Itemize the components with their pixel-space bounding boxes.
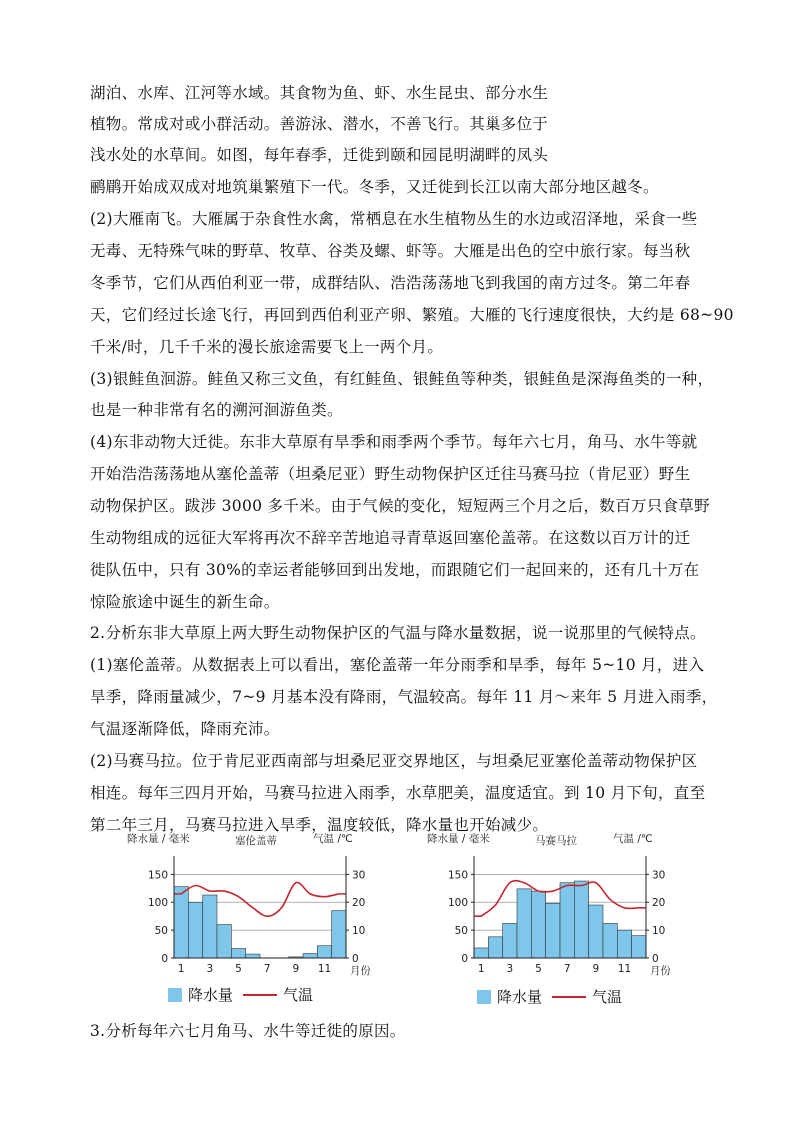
y2-tick-label: 20 bbox=[352, 897, 366, 910]
precip-bar-3 bbox=[203, 895, 217, 958]
x-tick-label: 3 bbox=[206, 963, 214, 975]
text-line: (1)塞伦盖蒂。从数据表上可以看出，塞伦盖蒂一年分雨季和旱季，每年 5~10 月，进入 bbox=[90, 656, 705, 674]
legend-line-temp bbox=[243, 994, 277, 996]
y2-tick-label: 30 bbox=[652, 869, 666, 882]
y2-axis-label: 气温 /℃ bbox=[613, 833, 653, 845]
text-line: (3)银鲑鱼洄游。鲑鱼又称三文鱼，有红鲑鱼、银鲑鱼等种类，银鲑鱼是深海鱼类的一种， bbox=[90, 370, 714, 388]
legend-serengeti bbox=[168, 984, 313, 1005]
y2-tick-label: 0 bbox=[652, 953, 659, 965]
text-line: 冬季节，它们从西伯利亚一带，成群结队、浩浩荡荡地飞到我国的南方过冬。第二年春 bbox=[90, 274, 691, 292]
text-line: (2)马赛马拉。位于肯尼亚西南部与坦桑尼亚交界地区，与坦桑尼亚塞伦盖蒂动物保护区 bbox=[90, 752, 698, 770]
chart-masai-mara bbox=[425, 828, 670, 978]
precip-bar-7 bbox=[560, 883, 574, 958]
y-tick-label: 100 bbox=[147, 897, 168, 910]
text-line: 也是一种非常有名的溯河洄游鱼类。 bbox=[90, 401, 343, 419]
text-line: 惊险旅途中诞生的新生命。 bbox=[90, 593, 280, 611]
x-tick-label: 7 bbox=[563, 963, 571, 975]
precip-bar-1 bbox=[474, 948, 488, 958]
text-line: 湖泊、水库、江河等水域。其食物为鱼、虾、水生昆虫、部分水生 bbox=[90, 84, 549, 102]
precip-bar-9 bbox=[589, 905, 603, 958]
y-axis-label: 降水量 / 毫米 bbox=[127, 833, 190, 845]
y-tick-label: 150 bbox=[447, 869, 468, 882]
text-line: 天，它们经过长途飞行，再回到西伯利亚产卵、繁殖。大雁的飞行速度很快，大约是 68~90 bbox=[90, 306, 734, 324]
precip-bar-2 bbox=[188, 902, 202, 958]
x-tick-label: 9 bbox=[292, 963, 300, 975]
x-tick-label: 5 bbox=[535, 963, 542, 975]
y2-tick-label: 0 bbox=[352, 953, 359, 965]
question-3: 3.分析每年六七月角马、水牛等迁徙的原因。 bbox=[90, 1022, 406, 1040]
text-line: (2)大雁南飞。大雁属于杂食性水禽，常栖息在水生植物丛生的水边或沼泽地，采食一些 bbox=[90, 210, 698, 228]
x-tick-label: 1 bbox=[177, 963, 185, 975]
precip-bar-10 bbox=[603, 923, 617, 958]
text-line: 相连。每年三四月开始，马赛马拉进入雨季，水草肥美，温度适宜。到 10 月下旬，直至 bbox=[90, 784, 706, 802]
precip-bar-11 bbox=[617, 930, 631, 958]
legend-swatch-precip bbox=[477, 990, 491, 1004]
y-tick-label: 0 bbox=[461, 953, 468, 965]
y2-tick-label: 10 bbox=[652, 925, 666, 938]
text-line: 无毒、无特殊气味的野草、牧草、谷类及螺、虾等。大雁是出色的空中旅行家。每当秋 bbox=[90, 242, 691, 260]
y2-axis-label: 气温 /℃ bbox=[313, 833, 353, 845]
chart-title: 塞伦盖蒂 bbox=[235, 835, 277, 847]
precip-bar-12 bbox=[332, 911, 346, 958]
text-line: 开始浩浩荡荡地从塞伦盖蒂（坦桑尼亚）野生动物保护区迁往马赛马拉（肯尼亚）野生 bbox=[90, 465, 691, 483]
precip-bar-4 bbox=[517, 889, 531, 958]
x-axis-label: 月份 bbox=[350, 965, 370, 977]
legend-label-temp: 气温 bbox=[592, 988, 623, 1006]
y2-tick-label: 10 bbox=[352, 925, 366, 938]
chart-serengeti bbox=[125, 828, 370, 978]
text-line: 第二年三月，马赛马拉进入旱季，温度较低，降水量也开始减少。 bbox=[90, 816, 549, 834]
x-tick-label: 3 bbox=[506, 963, 514, 975]
precip-bar-6 bbox=[546, 903, 560, 958]
precip-bar-2 bbox=[488, 937, 502, 958]
x-tick-label: 11 bbox=[617, 963, 632, 975]
precip-bar-5 bbox=[531, 891, 545, 958]
precip-bar-10 bbox=[303, 954, 317, 958]
precip-bar-4 bbox=[217, 925, 231, 958]
text-line: 旱季，降雨量减少，7~9 月基本没有降雨，气温较高。每年 11 月～来年 5 月进入雨季， bbox=[90, 688, 718, 706]
y2-tick-label: 20 bbox=[652, 897, 666, 910]
x-axis-label: 月份 bbox=[650, 965, 670, 977]
text-line: 动物保护区。跋涉 3000 多千米。由于气候的变化，短短两三个月之后，数百万只食草野 bbox=[90, 497, 710, 515]
legend-label-precip: 降水量 bbox=[497, 988, 543, 1006]
precip-bar-3 bbox=[503, 923, 517, 958]
y-tick-label: 50 bbox=[154, 925, 168, 938]
precip-bar-6 bbox=[246, 954, 260, 958]
x-tick-label: 11 bbox=[317, 963, 332, 975]
legend-swatch-precip bbox=[168, 988, 182, 1002]
text-line: 千米/时，几千千米的漫长旅途需要飞上一两个月。 bbox=[90, 338, 444, 356]
text-line: 植物。常成对或小群活动。善游泳、潜水，不善飞行。其巢多位于 bbox=[90, 115, 549, 133]
legend-label-temp: 气温 bbox=[283, 986, 314, 1004]
x-tick-label: 1 bbox=[477, 963, 485, 975]
y-axis-label: 降水量 / 毫米 bbox=[427, 833, 490, 845]
precip-bar-1 bbox=[174, 887, 188, 958]
text-line: 气温逐渐降低，降雨充沛。 bbox=[90, 720, 280, 738]
precip-bar-5 bbox=[231, 949, 245, 958]
text-line: 鹂鹛开始成双成对地筑巢繁殖下一代。冬季，又迁徙到长江以南大部分地区越冬。 bbox=[90, 178, 659, 196]
x-tick-label: 7 bbox=[263, 963, 271, 975]
text-line: 徙队伍中，只有 30%的幸运者能够回到出发地，而跟随它们一起回来的，还有几十万在 bbox=[90, 561, 700, 579]
chart-masai-mara-svg bbox=[425, 828, 670, 978]
y-tick-label: 50 bbox=[454, 925, 468, 938]
legend-label-precip: 降水量 bbox=[188, 986, 234, 1004]
text-line: (4)东非动物大迁徙。东非大草原有旱季和雨季两个季节。每年六七月，角马、水牛等就 bbox=[90, 433, 698, 451]
x-tick-label: 9 bbox=[592, 963, 600, 975]
y-tick-label: 0 bbox=[161, 953, 168, 965]
text-line: 2.分析东非大草原上两大野生动物保护区的气温与降水量数据，说一说那里的气候特点。 bbox=[90, 624, 706, 642]
text-line: 浅水处的水草间。如图，每年春季，迁徙到颐和园昆明湖畔的凤头 bbox=[90, 146, 549, 164]
chart-serengeti-svg bbox=[125, 828, 370, 978]
precip-bar-11 bbox=[317, 946, 331, 958]
legend-line-temp bbox=[552, 996, 586, 998]
precip-bar-8 bbox=[574, 881, 588, 958]
x-tick-label: 5 bbox=[235, 963, 242, 975]
y-tick-label: 150 bbox=[147, 869, 168, 882]
precip-bar-12 bbox=[632, 936, 646, 958]
text-line: 生动物组成的远征大军将再次不辞辛苦地追寻青草返回塞伦盖蒂。在这数以百万计的迁 bbox=[90, 529, 691, 547]
chart-title: 马赛马拉 bbox=[535, 835, 577, 847]
y2-tick-label: 30 bbox=[352, 869, 366, 882]
legend-masai-mara bbox=[477, 986, 622, 1007]
y-tick-label: 100 bbox=[447, 897, 468, 910]
